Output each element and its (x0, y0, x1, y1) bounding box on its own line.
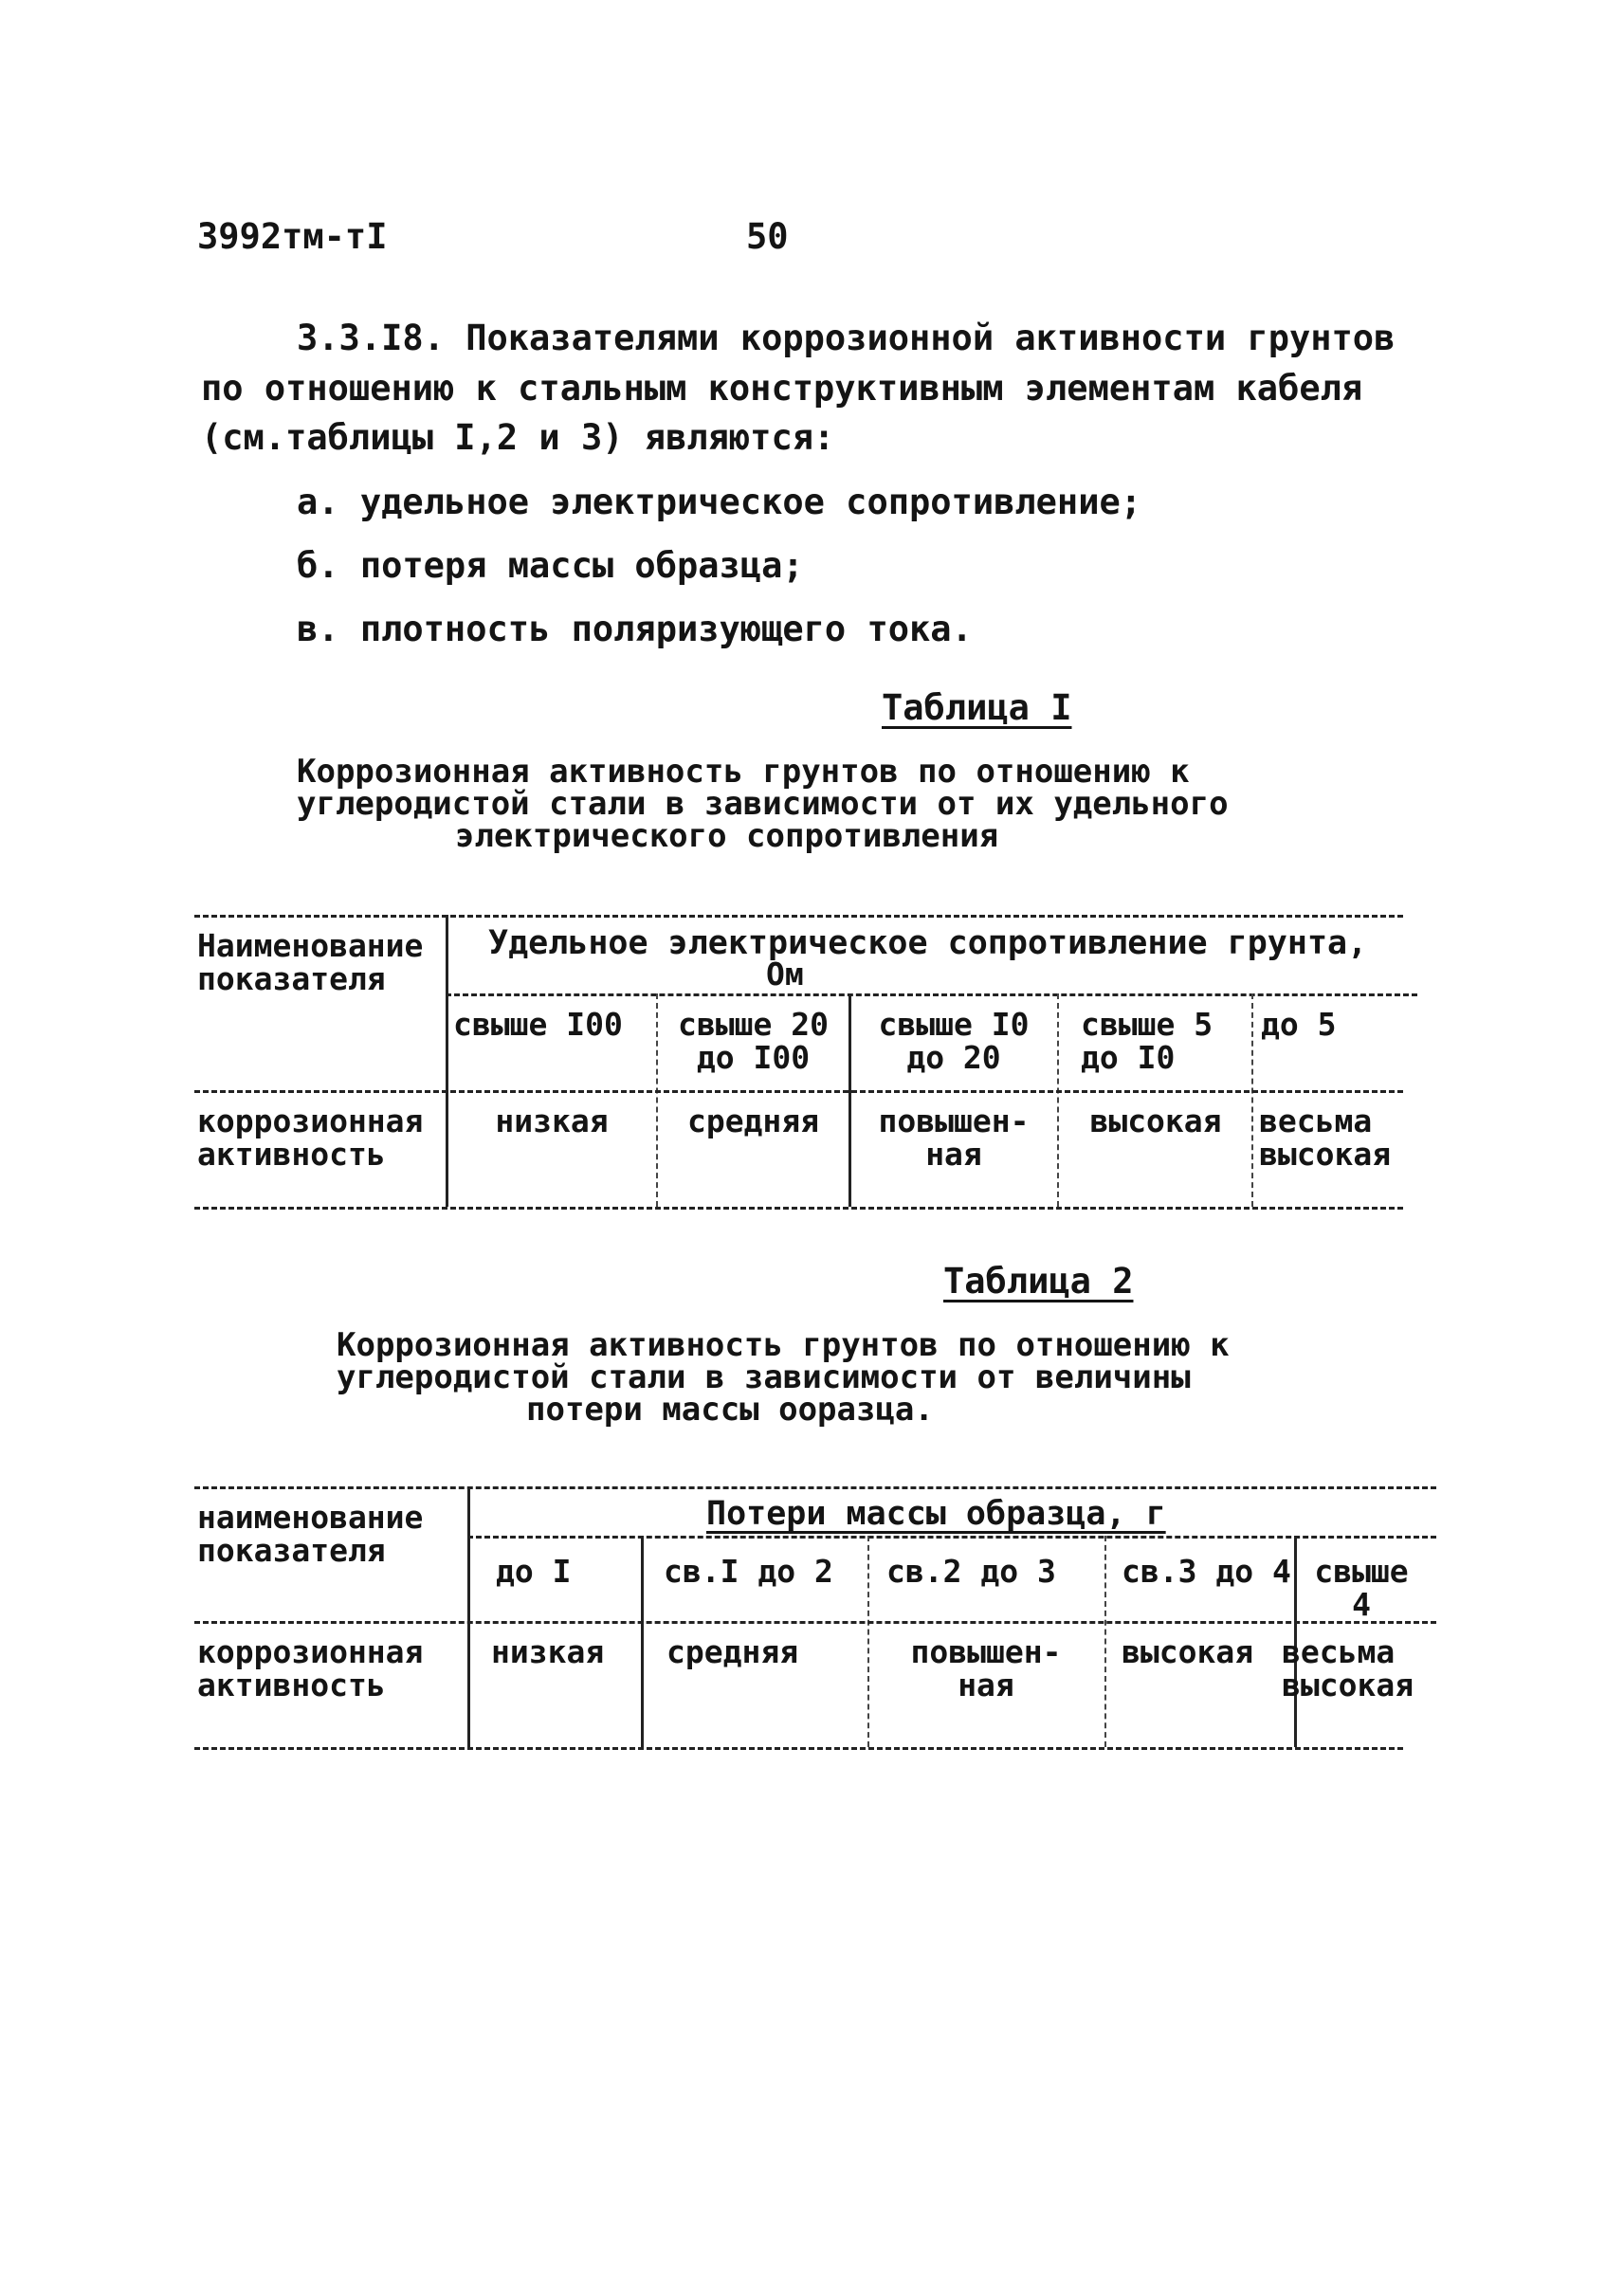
table1-caption-line-3: электрического сопротивления (455, 817, 999, 855)
table2-col-divider-3 (1104, 1536, 1106, 1747)
table1-caption-line-1: Коррозионная активность грунтов по отношению к (297, 753, 1190, 791)
table1-col-divider-1 (656, 993, 658, 1207)
table2-value-2: средняя (666, 1633, 799, 1670)
list-item-b: б. потеря массы образца; (297, 545, 804, 586)
table2-col-divider-2 (867, 1536, 869, 1747)
list-item-a: а. удельное электрическое сопротивление; (297, 482, 1142, 522)
table2-value-5: весьма высокая (1282, 1633, 1414, 1703)
table2-label: Таблица 2 (943, 1261, 1134, 1302)
table2-header-left: наименование показателя (197, 1499, 424, 1569)
table1-bottom-rule (194, 1207, 1403, 1210)
table1-header-left: Наименование показателя (197, 927, 424, 997)
paragraph-line-3: (см.таблицы I,2 и 3) являются: (201, 417, 835, 458)
table2-col-4: св.3 до 4 (1122, 1553, 1291, 1590)
table1-label: Таблица I (882, 687, 1072, 728)
table2-caption (337, 1326, 1230, 1429)
table2-caption-line-2: углеродистой стали в зависимости от величины (337, 1358, 1191, 1396)
table2-value-1: низкая (491, 1633, 605, 1670)
table2-col-divider-1 (641, 1536, 644, 1747)
table2-caption-line-3: потери массы ооразца. (526, 1391, 934, 1429)
table1-col-1: свыше I00 (453, 1006, 623, 1043)
table2-col-1: до I (496, 1553, 572, 1590)
table1-value-5: весьма высокая (1259, 1102, 1392, 1173)
table1-col-3: свыше I0 до 20 (878, 1006, 1030, 1076)
document-code: 3992тм-тI (197, 216, 388, 257)
table2-col-2: св.I до 2 (664, 1553, 833, 1590)
table1-col-2: свыше 20 до I00 (678, 1006, 829, 1076)
table1-caption (190, 753, 1327, 855)
table1-header-group: Удельное электрическое сопротивление грунта, (488, 924, 1368, 962)
table1-caption-line-2: углеродистой стали в зависимости от их удельного (297, 785, 1229, 823)
table1-value-3: повышен- ная (878, 1102, 1030, 1173)
table2-value-4: высокая (1122, 1633, 1254, 1670)
table2-col-5: свыше 4 (1314, 1553, 1409, 1623)
table2-divider-left (467, 1486, 470, 1747)
paragraph-line-2: по отношению к стальным конструктивным элементам кабеля (201, 368, 1363, 409)
table2-top-rule (194, 1486, 1436, 1489)
table1-col-4: свыше 5 до I0 (1081, 1006, 1213, 1076)
table2-caption-line-1: Коррозионная активность грунтов по отношению к (337, 1326, 1230, 1364)
table1-mid-rule (446, 993, 1417, 996)
table1-divider-left (446, 915, 448, 1207)
table1-col-divider-3 (1057, 993, 1059, 1207)
table1-col-5: до 5 (1261, 1006, 1337, 1043)
table1-value-4: высокая (1089, 1102, 1222, 1139)
table1-top-rule (194, 915, 1403, 918)
table2-col-3: св.2 до 3 (886, 1553, 1056, 1590)
table1-header-unit: Ом (766, 956, 804, 993)
table2-header-group: Потери массы образца, г (706, 1495, 1166, 1533)
table2-body-rule (194, 1621, 1436, 1624)
table1-value-2: средняя (686, 1102, 820, 1139)
list-item-c: в. плотность поляризующего тока. (297, 609, 973, 649)
paragraph-line-1: 3.3.I8. Показателями коррозионной активности грунтов (297, 318, 1396, 358)
page-number: 50 (746, 216, 789, 257)
table1-value-1: низкая (495, 1102, 609, 1139)
table2-bottom-rule (194, 1747, 1403, 1750)
table1-body-rule (194, 1090, 1403, 1093)
table1-row-label: коррозионная активность (197, 1102, 424, 1173)
table1-col-divider-2 (848, 993, 851, 1207)
table2-row-label: коррозионная активность (197, 1633, 424, 1703)
table1-col-divider-4 (1251, 993, 1253, 1207)
table2-mid-rule (467, 1536, 1436, 1539)
table2-value-3: повышен- ная (910, 1633, 1062, 1703)
